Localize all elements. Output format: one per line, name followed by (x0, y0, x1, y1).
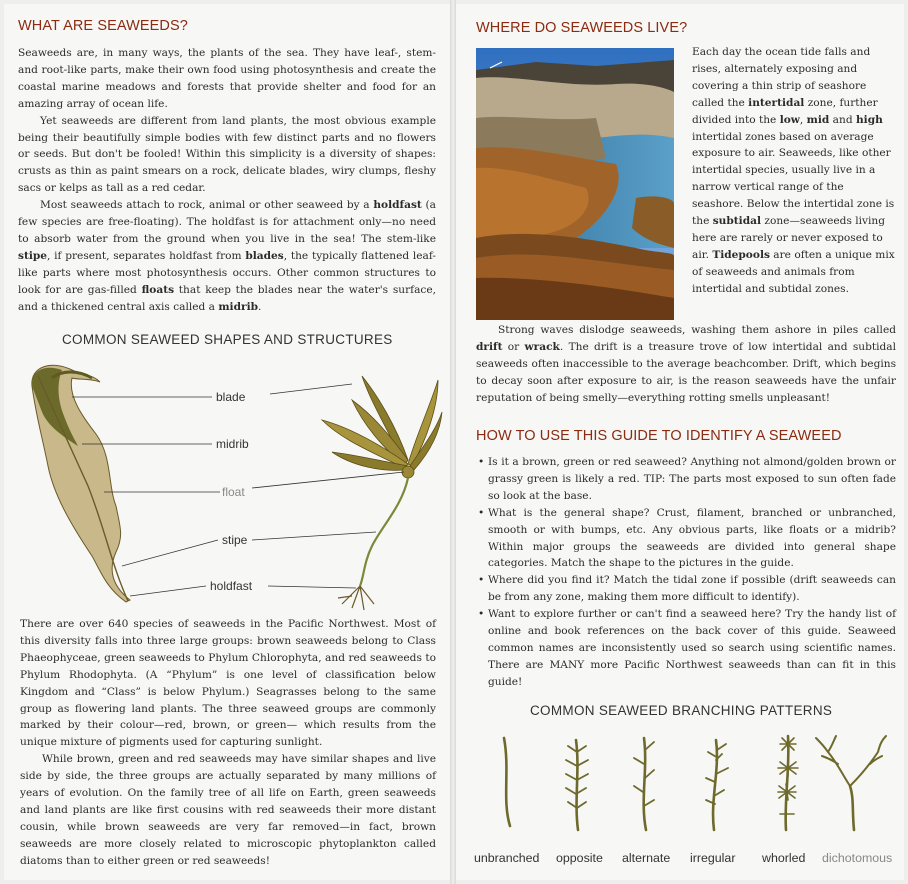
diversity-text (20, 616, 436, 870)
label-blade: blade (216, 390, 246, 404)
term-wrack: wrack (524, 340, 560, 353)
term-floats: floats (141, 283, 175, 296)
branch-label-irregular: irregular (690, 851, 736, 865)
label-midrib: midrib (216, 437, 249, 451)
label-float: float (222, 485, 245, 499)
blade-seaweed-illustration (32, 365, 130, 602)
intro-paragraph-1: Seaweeds are, in many ways, the plants of the sea. They have leaf-, stem- and root-like parts, make their own food using photosynthesis and create the coastal marine meadows and forests that provide shelter and food for an amazing array of ocean life. (18, 47, 436, 110)
shapes-structures-title: COMMON SEAWEED SHAPES AND STRUCTURES (62, 332, 393, 347)
branch-label-unbranched: unbranched (474, 851, 540, 865)
term-midrib: midrib (218, 300, 258, 313)
irregular-pattern-drawing (706, 740, 728, 830)
alternate-pattern-drawing (634, 738, 654, 830)
seaweed-structure-diagram (12, 356, 444, 616)
left-page (4, 4, 450, 880)
branch-label-alternate: alternate (622, 851, 671, 865)
diversity-paragraph-2: While brown, green and red seaweeds may have similar shapes and live side by side, the three groups are actually separated by many millions of years of evolution. On the family tree of all life on Earth, green seaweeds and land plants are like first cousins with red seaweeds their more distant cousin, while brown seaweeds are very far removed—in fact, brown seaweeds are more closely related to microscopic phytoplankton called diatoms than to either green or red seaweeds! (20, 753, 436, 867)
how-to-list (476, 454, 896, 691)
list-item: • Where did you find it? Match the tidal zone if possible (drift seaweeds can be from any zone, making them more difficult to identify). (488, 572, 896, 606)
term-low: low (779, 113, 800, 126)
section-title-what-are-seaweeds: WHAT ARE SEAWEEDS? (18, 18, 188, 34)
term-holdfast: holdfast (373, 199, 422, 212)
rocky-shore-photo (476, 48, 674, 320)
list-item: • What is the general shape? Crust, filament, branched or unbranched, smooth or with bumps, etc. Any obvious parts, like floats or a midrib? Within major groups the seaweeds are divided into general shape categories. Match the shape to the pictures in the guide. (488, 505, 896, 573)
opposite-pattern-drawing (566, 740, 588, 830)
term-intertidal: intertidal (748, 96, 805, 109)
intro-paragraph-3: Most seaweeds attach to rock, animal or other seaweed by a holdfast (a few species are free-floating). The holdfast is for attachment only—no need to absorb water from the ground when you live in the sea! The stem-like stipe, if present, separates holdfast from blades, the typically flattened leaf-like parts where most photosynthesis occurs. Other common structures to look for are gas-filled floats that keep the blades near the water's surface, and a thickened central axis called a midrib. (18, 199, 436, 313)
right-page (456, 4, 904, 880)
drift-text: Strong waves dislodge seaweeds, washing them ashore in piles called drift or wrack. The drift is a treasure trove of low intertidal and subtidal seaweeds often inaccessible to the average beachcomber. Drift, which begins to decay soon after exposure to air, is the reason seaweeds have the unfair reputation of being smelly—everything rotting smells unpleasant! (476, 324, 896, 404)
branching-patterns-illustration (466, 730, 896, 870)
intro-text (18, 45, 436, 316)
term-drift: drift (476, 340, 503, 353)
label-holdfast: holdfast (210, 579, 253, 593)
whorled-pattern-drawing (778, 736, 798, 830)
term-stipe: stipe (18, 249, 48, 262)
term-subtidal: subtidal (712, 215, 762, 228)
section-title-how-to-use: HOW TO USE THIS GUIDE TO IDENTIFY A SEAWEED (476, 428, 842, 444)
branching-patterns-title: COMMON SEAWEED BRANCHING PATTERNS (530, 703, 833, 718)
branch-label-dichotomous: dichotomous (822, 851, 893, 865)
term-tidepools: Tidepools (712, 248, 770, 261)
intro-paragraph-2: Yet seaweeds are different from land plants, the most obvious example being their beautifully simple bodies with few distinct parts and no flowers or seeds. But don't be fooled! Within this simplicity is a diversity of shapes: crusts as thin as paint smears on a rock, delicate blades, wiry clumps, fleshy sacs or kelps as tall as a red cedar. (18, 114, 436, 195)
unbranched-pattern-drawing (504, 738, 510, 826)
dichotomous-pattern-drawing (816, 736, 886, 830)
list-item: • Is it a brown, green or red seaweed? Anything not almond/golden brown or grassy green is likely a red. TIP: The parts most exposed to sun often fade so look at the base. (488, 454, 896, 505)
section-title-where-seaweeds-live: WHERE DO SEAWEEDS LIVE? (476, 20, 688, 36)
term-high: high (855, 113, 883, 126)
intertidal-text: Each day the ocean tide falls and rises, alternately exposing and covering a thin strip of seashore called the intertidal zone, further divided into the low, mid and high intertidal zones based on average exposure to air. Seaweeds, like other intertidal species, usually live in a narrow vertical range of the seashore. Below the intertidal zone is the subtidal zone—seaweeds living here are rarely or never exposed to air. Tidepools are often a unique mix of seaweeds and animals from intertidal and subtidal zones. (692, 46, 895, 295)
term-blades: blades (245, 249, 284, 262)
diversity-paragraph-1: There are over 640 species of seaweeds in the Pacific Northwest. Most of this diversity falls into three large groups: brown seaweeds belong to Class Phaeophyceae, green seaweeds to Phylum Chlorophyta, and red seaweeds to Phylum Rhodophyta. (A “Phylum” is one level of classification below Kingdom and “Class” is below Phylum.) Seagrasses belong to the same group as flowering land plants. The three seaweed groups are commonly marked by their colour—red, brown, or green— which results from the unique mixture of pigments used for capturing sunlight. (20, 618, 436, 749)
term-mid: mid (806, 113, 830, 126)
list-item: • Want to explore further or can't find a seaweed here? Try the handy list of online and book references on the back cover of this guide. Seaweed common names are inconsistently used so search using scientific names. There are MANY more Pacific Northwest seaweeds than can fit in this guide! (488, 606, 896, 691)
label-stipe: stipe (222, 533, 248, 547)
branch-label-whorled: whorled (762, 851, 806, 865)
kelp-seaweed-illustration (322, 376, 442, 610)
branch-label-opposite: opposite (556, 851, 603, 865)
